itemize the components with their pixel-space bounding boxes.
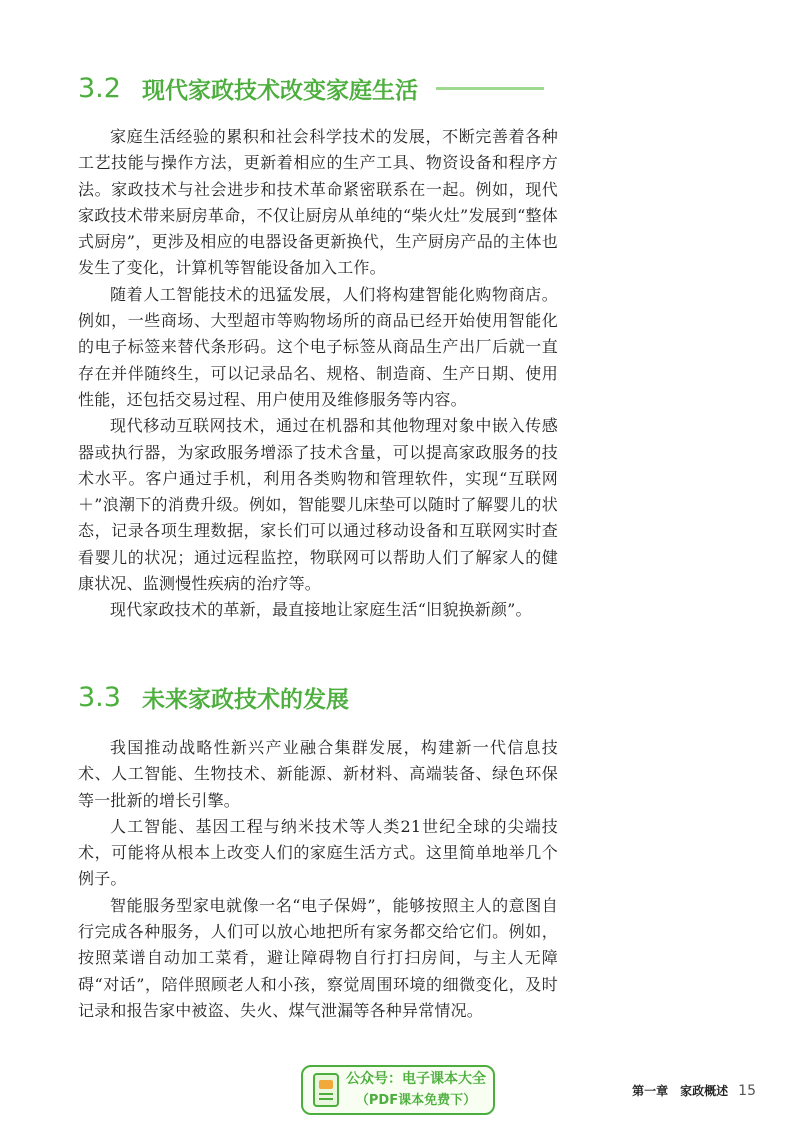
- section-heading-3-2: [78, 72, 544, 105]
- section-title: 现代家政技术改变家庭生活: [142, 78, 418, 104]
- book-icon: [313, 1073, 339, 1107]
- paragraph: 现代家政技术的革新，最直接地让家庭生活“旧貌换新颜”。: [110, 600, 532, 620]
- section-body-3-3: [78, 735, 558, 1024]
- section-number: 3.3: [78, 682, 121, 713]
- paragraph: 我国推动战略性新兴产业融合集群发展，构建新一代信息技术、人工智能、生物技术、新能源、新材料、高端装备、绿色环保等一批新的增长引擎。: [78, 738, 558, 810]
- paragraph: 家庭生活经验的累积和社会科学技术的发展，不断完善着各种工艺技能与操作方法，更新着相应的生产工具、物资设备和程序方法。家政技术与社会进步和技术革命紧密联系在一起。例如，现代家政技术带来厨房革命，不仅让厨房从单纯的“柴火灶”发展到“整体式厨房”，更涉及相应的电器设备更新换代，生产厨房产品的主体也发生了变化，计算机等智能设备加入工作。: [78, 127, 558, 278]
- paragraph: 现代移动互联网技术，通过在机器和其他物理对象中嵌入传感器或执行器，为家政服务增添了技术含量，可以提高家政服务的技术水平。客户通过手机，利用各类购物和管理软件，实现“互联网＋”浪潮下的消费升级。例如，智能婴儿床垫可以随时了解婴儿的状态，记录各项生理数据，家长们可以通过移动设备和互联网实时查看婴儿的状况；通过远程监控，物联网可以帮助人们了解家人的健康状况、监测慢性疾病的治疗等。: [78, 416, 558, 594]
- page-number: 15: [738, 1082, 756, 1099]
- section-heading-3-3: [78, 681, 349, 714]
- section-body-3-2: [78, 124, 558, 624]
- section-title: 未来家政技术的发展: [142, 687, 349, 713]
- section-number: 3.2: [78, 73, 121, 104]
- paragraph: 人工智能、基因工程与纳米技术等人类21世纪全球的尖端技术，可能将从根本上改变人们的家庭生活方式。这里简单地举几个例子。: [78, 816, 558, 889]
- chapter-label: 第一章 家政概述: [632, 1084, 729, 1098]
- watermark-badge: [301, 1065, 495, 1115]
- watermark-line-1: 公众号：电子课本大全: [346, 1071, 486, 1087]
- heading-rule: [436, 87, 544, 90]
- paragraph: 智能服务型家电就像一名“电子保姆”，能够按照主人的意图自行完成各种服务，人们可以放心地把所有家务都交给它们。例如，按照菜谱自动加工菜肴，避让障碍物自行打扫房间，与主人无障碍“对话”，陪伴照顾老人和小孩，察觉周围环境的细微变化，及时记录和报告家中被盗、失火、煤气泄漏等各种异常情况。: [78, 895, 558, 1020]
- page-footer: [632, 1082, 756, 1099]
- paragraph: 随着人工智能技术的迅猛发展，人们将构建智能化购物商店。例如，一些商场、大型超市等购物场所的商品已经开始使用智能化的电子标签来替代条形码。这个电子标签从商品生产出厂后就一直存在并伴随终生，可以记录品名、规格、制造商、生产日期、使用性能，还包括交易过程、用户使用及维修服务等内容。: [78, 284, 558, 409]
- watermark-text: [339, 1069, 493, 1111]
- watermark-line-2: （PDF课本免费下）: [355, 1093, 477, 1108]
